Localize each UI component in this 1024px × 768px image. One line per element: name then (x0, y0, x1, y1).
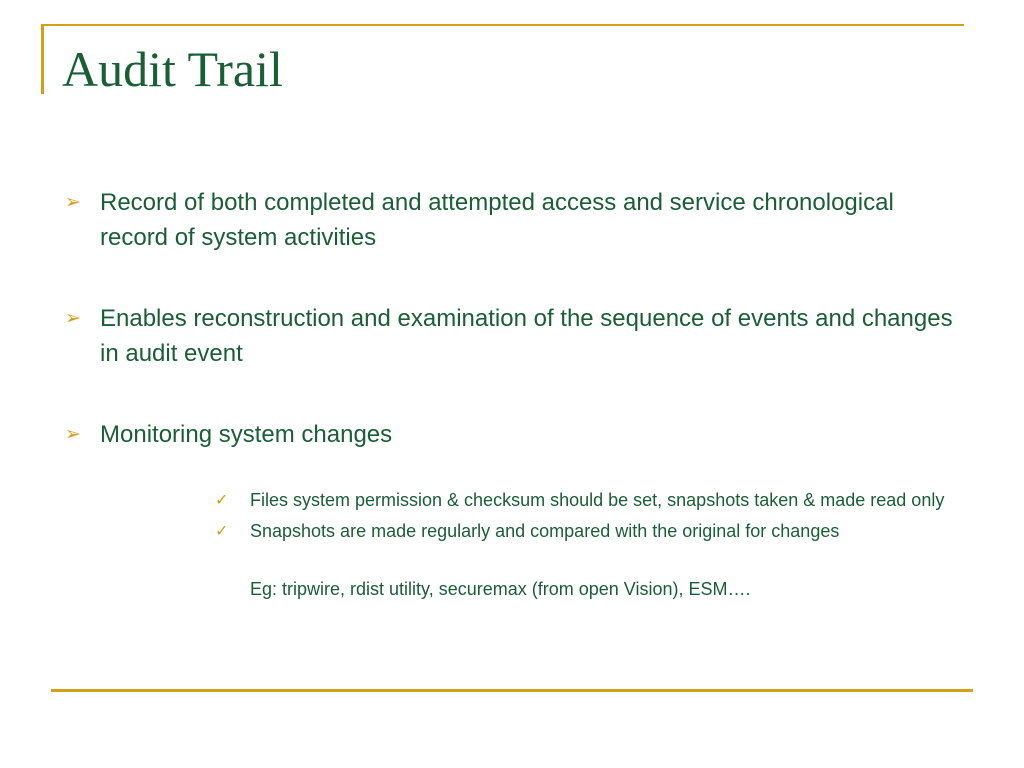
bullet-item (60, 417, 960, 452)
arrow-bullet-icon: ➢ (65, 192, 81, 213)
bullet-item (60, 185, 960, 255)
bullet-text: Enables reconstruction and examination of the sequence of events and changes in audit event (100, 305, 953, 367)
sub-bullet-text: Snapshots are made regularly and compared with the original for changes (250, 521, 840, 541)
arrow-bullet-icon: ➢ (65, 424, 81, 445)
sub-bullet-item (213, 519, 963, 544)
bullet-text: Record of both completed and attempted access and service chronological record of system activities (100, 189, 894, 251)
sub-bullet-text: Files system permission & checksum should be set, snapshots taken & made read only (250, 490, 945, 510)
check-icon: ✓ (215, 492, 229, 509)
arrow-bullet-icon: ➢ (65, 308, 81, 329)
bullet-item (60, 301, 960, 371)
top-border-line (41, 24, 964, 26)
left-border-line (41, 24, 44, 94)
bullet-text: Monitoring system changes (100, 421, 393, 448)
main-bullet-list (60, 185, 960, 498)
check-icon: ✓ (215, 523, 229, 540)
bottom-border-line (51, 689, 973, 692)
slide-title: Audit Trail (62, 41, 283, 97)
sub-bullet-list (213, 488, 963, 550)
example-text: Eg: tripwire, rdist utility, securemax (from open Vision), ESM…. (250, 579, 751, 599)
sub-bullet-item (213, 488, 963, 513)
